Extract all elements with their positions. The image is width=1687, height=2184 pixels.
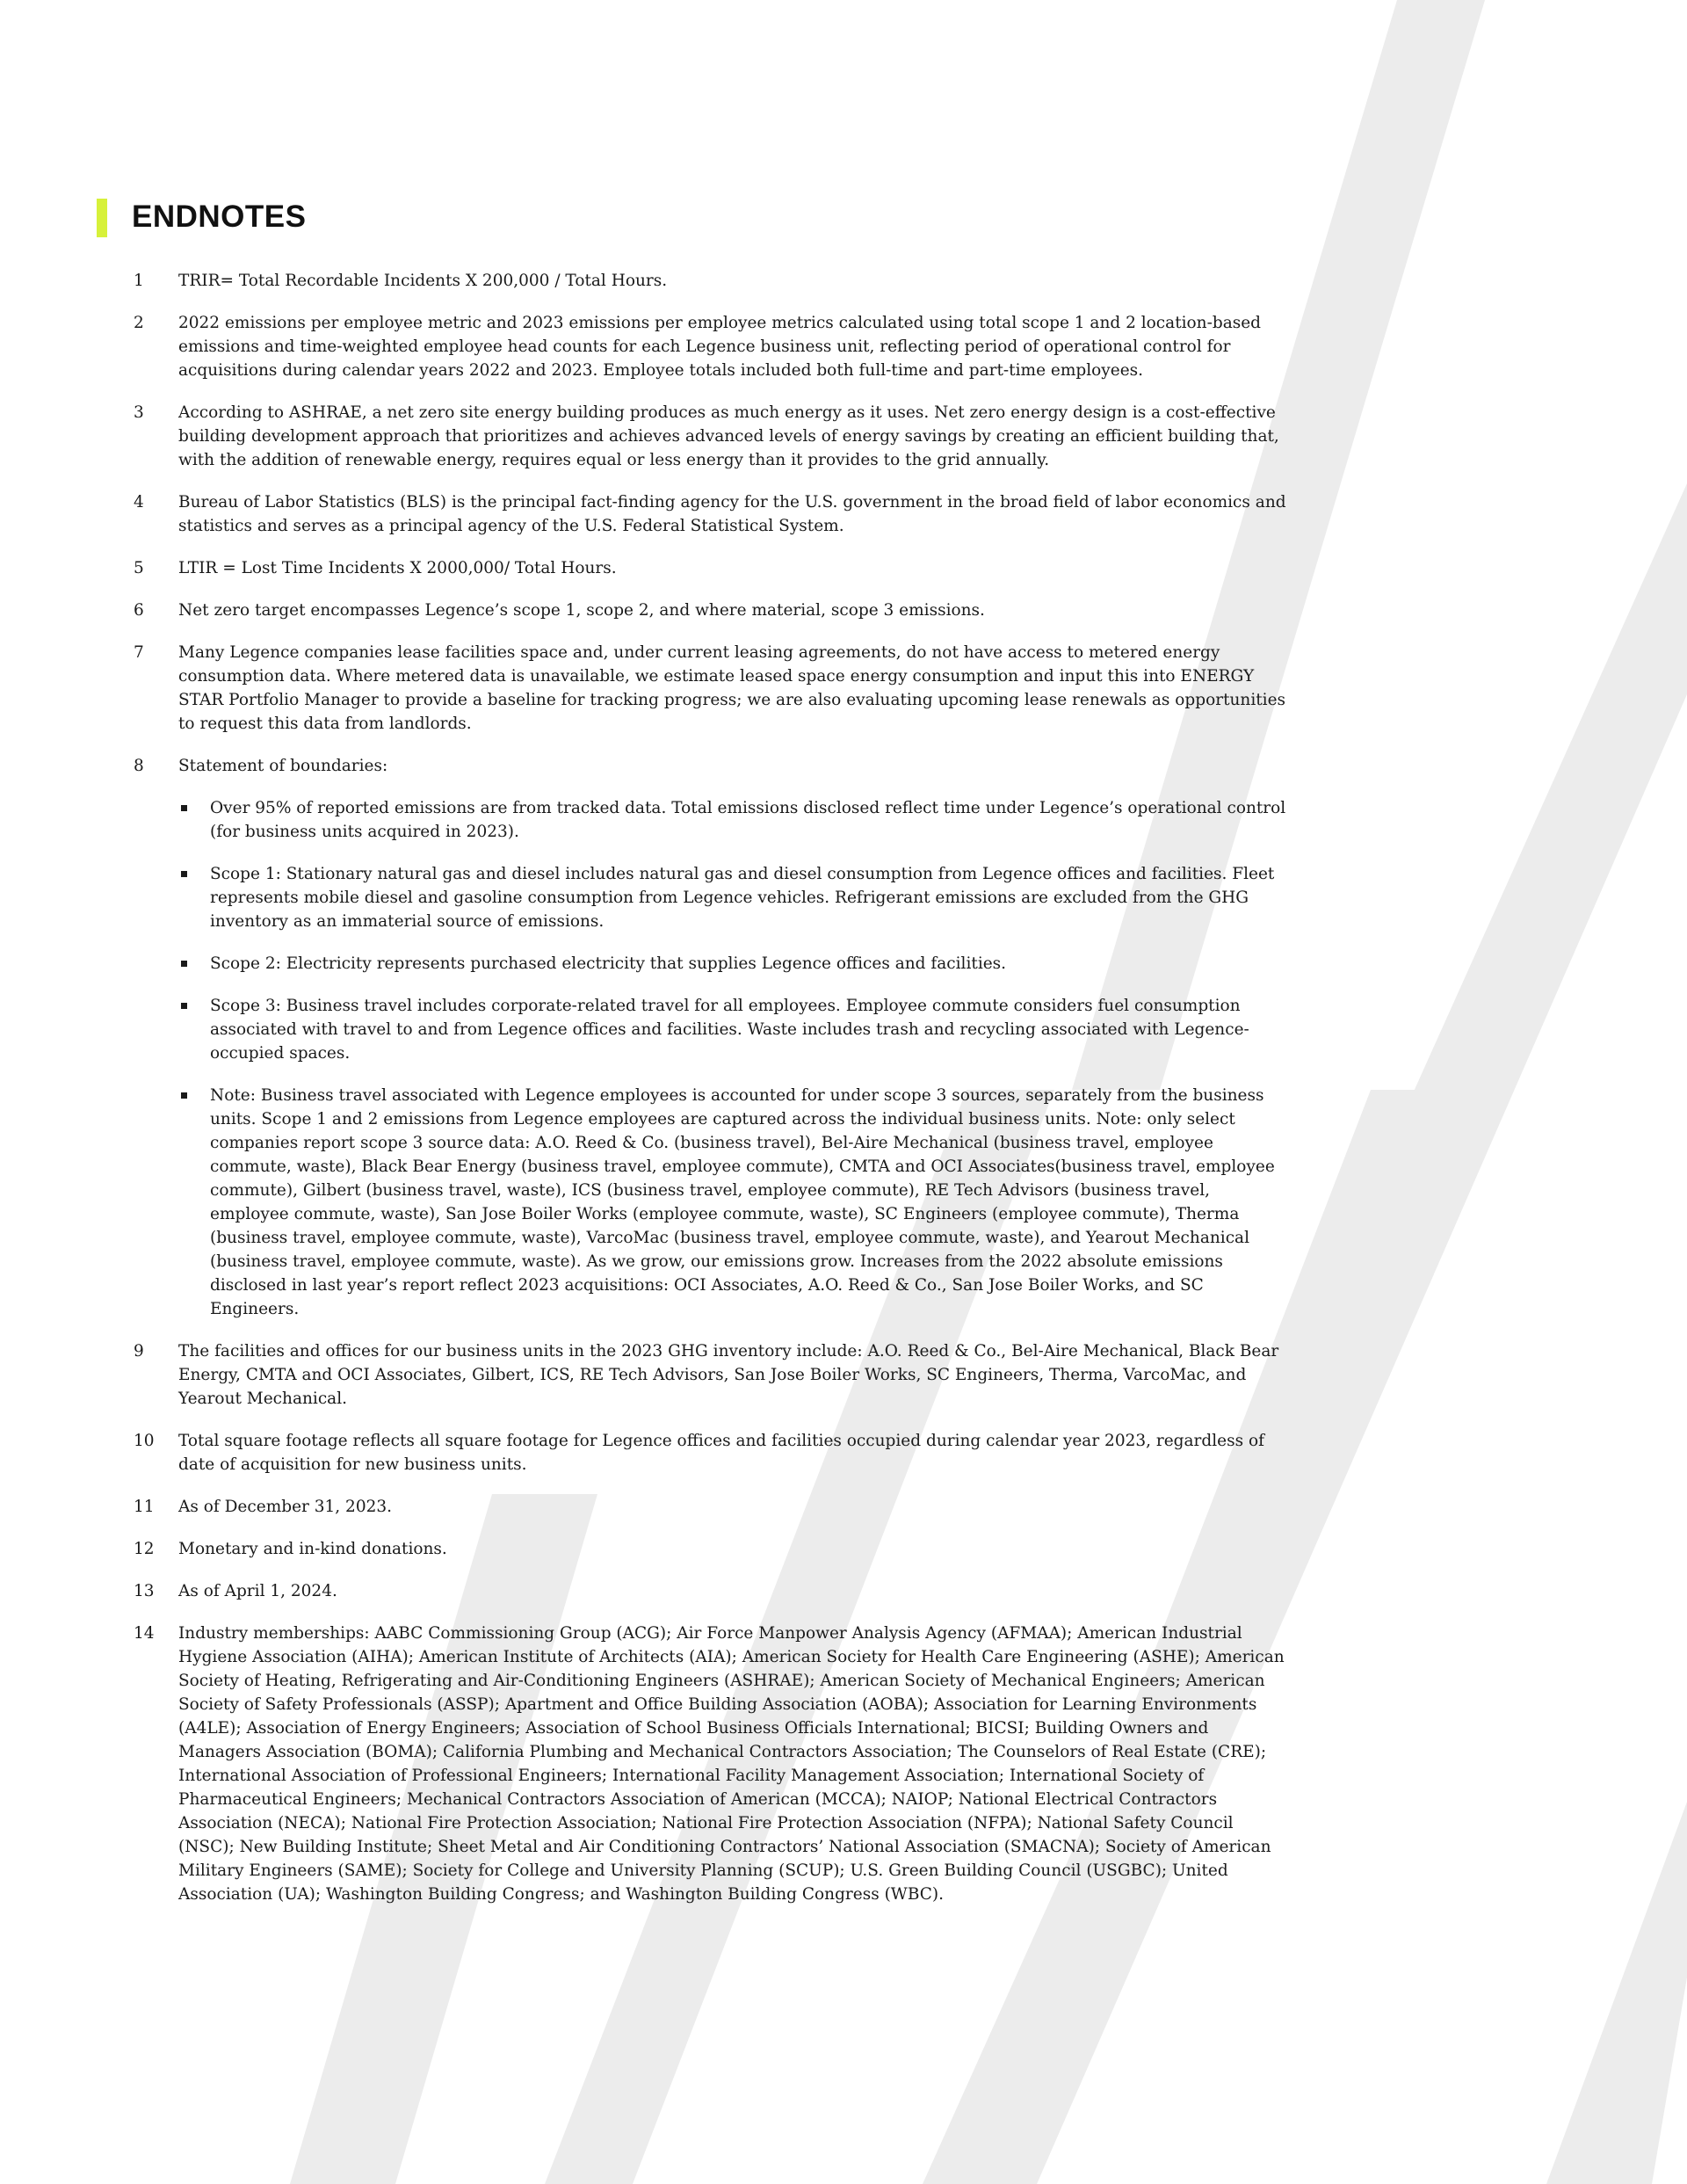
endnote-3 xyxy=(134,401,1293,472)
endnote-number: 11 xyxy=(134,1498,155,1516)
endnote-2 xyxy=(134,311,1293,382)
endnote-body xyxy=(178,754,1293,1321)
endnote-number: 8 xyxy=(134,757,144,775)
bullet-text: Note: Business travel associated with Legence employees is accounted for under scope 3 sources, separately from the business units. Scope 1 and 2 emissions from Legence employees are captured across the individual business units. Note: only select companies report scope 3 source data: A.O. Reed & Co. (business travel), Bel-Aire Mechanical (business travel, employee commute, waste), Black Bear Energy (business travel, employee commute), CMTA and OCI Associates(business travel, employee commute), Gilbert (business travel, waste), ICS (business travel, employee commute), RE Tech Advisors (business travel, employee commute, waste), San Jose Boiler Works (employee commute, waste), SC Engineers (employee commute), Therma (business travel, employee commute, waste), VarcoMac (business travel, employee commute, waste), and Yearout Mechanical (business travel, employee commute, waste). As we grow, our emissions grow. Increases from the 2022 absolute emissions disclosed in last year’s report reflect 2023 acquisitions: OCI Associates, A.O. Reed & Co., San Jose Boiler Works, and SC Engineers. xyxy=(210,1086,1275,1318)
endnote-number: 4 xyxy=(134,493,144,512)
endnote-12 xyxy=(134,1537,1293,1561)
endnote-number: 7 xyxy=(134,643,144,662)
endnote-number: 6 xyxy=(134,601,144,620)
endnote-text: Many Legence companies lease facilities space and, under current leasing agreements, do not have access to metered energy consumption data. Where metered data is unavailable, we estimate leased space energy consumption and input this into ENERGY STAR Portfolio Manager to provide a baseline for tracking progress; we are also evaluating upcoming lease renewals as opportunities to request this data from landlords. xyxy=(178,643,1286,733)
boundary-bullet xyxy=(178,1084,1293,1321)
endnote-text: Industry memberships: AABC Commissioning Group (ACG); Air Force Manpower Analysis Agency (AFMAA); American Industrial Hygiene Association (AIHA); American Institute of Architects (AIA); American Society for Health Care Engineering (ASHE); American Society of Heating, Refrigerating and Air-Conditioning Engineers (ASHRAE); American Society of Mechanical Engineers; American Society of Safety Professionals (ASSP); Apartment and Office Building Association (AOBA); Association for Learning Environments (A4LE); Association of Energy Engineers; Association of School Business Officials International; BICSI; Building Owners and Managers Association (BOMA); California Plumbing and Mechanical Contractors Association; The Counselors of Real Estate (CRE); International Association of Professional Engineers; International Facility Management Association; International Society of Pharmaceutical Engineers; Mechanical Contractors Association of American (MCCA); NAIOP; National Electrical Contractors Association (NECA); National Fire Protection Association; National Fire Protection Association (NFPA); National Safety Council (NSC); New Building Institute; Sheet Metal and Air Conditioning Contractors’ National Association (SMACNA); Society of American Military Engineers (SAME); Society for College and University Planning (SCUP); U.S. Green Building Council (USGBC); United Association (UA); Washington Building Congress; and Washington Building Congress (WBC). xyxy=(178,1624,1285,1904)
boundaries-bullet-list xyxy=(178,796,1293,1321)
endnote-text: Total square footage reflects all square footage for Legence offices and facilities occupied during calendar year 2023, regardless of date of acquisition for new business units. xyxy=(178,1432,1264,1474)
endnote-6 xyxy=(134,599,1293,622)
endnote-number: 3 xyxy=(134,403,144,422)
endnote-number: 13 xyxy=(134,1582,155,1600)
endnote-text: The facilities and offices for our business units in the 2023 GHG inventory include: A.O. Reed & Co., Bel-Aire Mechanical, Black Bear Energy, CMTA and OCI Associates, Gilbert, ICS, RE Tech Advisors, San Jose Boiler Works, SC Engineers, Therma, VarcoMac, and Yearout Mechanical. xyxy=(178,1342,1279,1408)
square-bullet-icon xyxy=(181,961,187,967)
endnote-text: 2022 emissions per employee metric and 2023 emissions per employee metrics calculated using total scope 1 and 2 location-based emissions and time-weighted employee head counts for each Legence business unit, reflecting period of operational control for acquisitions during calendar years 2022 and 2023. Employee totals included both full-time and part-time employees. xyxy=(178,314,1262,380)
square-bullet-icon xyxy=(181,1003,187,1009)
endnote-number: 10 xyxy=(134,1432,155,1450)
endnote-text: TRIR= Total Recordable Incidents X 200,000 / Total Hours. xyxy=(178,272,668,290)
endnote-1 xyxy=(134,269,1293,293)
endnote-number: 14 xyxy=(134,1624,155,1643)
endnote-text: Monetary and in-kind donations. xyxy=(178,1540,447,1558)
endnote-4 xyxy=(134,490,1293,538)
boundary-bullet xyxy=(178,994,1293,1065)
endnotes-list xyxy=(134,269,1293,1925)
square-bullet-icon xyxy=(181,871,187,877)
endnote-number: 12 xyxy=(134,1540,155,1558)
endnote-14 xyxy=(134,1622,1293,1906)
endnote-text: Statement of boundaries: xyxy=(178,757,388,775)
endnote-text: LTIR = Lost Time Incidents X 2000,000/ Total Hours. xyxy=(178,559,617,577)
bullet-text: Scope 2: Electricity represents purchased electricity that supplies Legence offices and facilities. xyxy=(210,954,1007,973)
boundary-bullet xyxy=(178,862,1293,933)
title-accent-bar xyxy=(97,199,107,237)
bullet-text: Scope 3: Business travel includes corporate-related travel for all employees. Employee commute considers fuel consumption associated with travel to and from Legence offices and facilities. Waste includes trash and recycling associated with Legence-occupied spaces. xyxy=(210,997,1249,1063)
square-bullet-icon xyxy=(181,805,187,811)
endnote-7 xyxy=(134,641,1293,736)
endnote-10 xyxy=(134,1429,1293,1477)
endnote-text: Bureau of Labor Statistics (BLS) is the principal fact-finding agency for the U.S. government in the broad field of labor economics and statistics and serves as a principal agency of the U.S. Federal Statistical System. xyxy=(178,493,1286,535)
endnote-text: According to ASHRAE, a net zero site energy building produces as much energy as it uses. Net zero energy design is a cost-effective building development approach that prioritizes and achieves advanced levels of energy savings by creating an efficient building that, with the addition of renewable energy, requires equal or less energy than it provides to the grid annually. xyxy=(178,403,1279,469)
bullet-text: Scope 1: Stationary natural gas and diesel includes natural gas and diesel consumption from Legence offices and facilities. Fleet represents mobile diesel and gasoline consumption from Legence vehicles. Refrigerant emissions are excluded from the GHG inventory as an immaterial source of emissions. xyxy=(210,865,1275,931)
endnote-11 xyxy=(134,1495,1293,1519)
endnote-8 xyxy=(134,754,1293,1321)
endnote-text: Net zero target encompasses Legence’s scope 1, scope 2, and where material, scope 3 emissions. xyxy=(178,601,985,620)
endnote-number: 2 xyxy=(134,314,144,332)
endnote-9 xyxy=(134,1339,1293,1411)
boundary-bullet xyxy=(178,952,1293,976)
endnote-5 xyxy=(134,556,1293,580)
boundary-bullet xyxy=(178,796,1293,844)
endnote-number: 1 xyxy=(134,272,144,290)
endnote-13 xyxy=(134,1579,1293,1603)
endnote-text: As of December 31, 2023. xyxy=(178,1498,393,1516)
bullet-text: Over 95% of reported emissions are from tracked data. Total emissions disclosed reflect time under Legence’s operational control (for business units acquired in 2023). xyxy=(210,799,1286,841)
endnote-number: 5 xyxy=(134,559,144,577)
page-title: ENDNOTES xyxy=(132,200,307,234)
endnote-text: As of April 1, 2024. xyxy=(178,1582,337,1600)
endnote-number: 9 xyxy=(134,1342,144,1360)
square-bullet-icon xyxy=(181,1092,187,1099)
